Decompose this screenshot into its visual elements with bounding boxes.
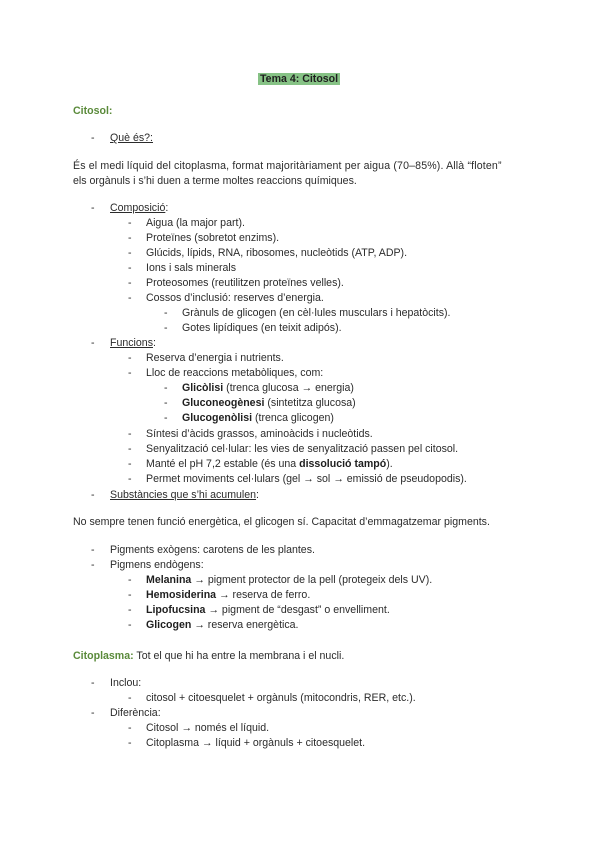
inclou-label: Inclou: [110,677,142,689]
funcio-item: Lloc de reaccions metabòliques, com: [146,367,324,379]
citosol-heading: Citosol: [73,105,113,117]
inclou-item: citosol + citoesquelet + orgànuls (mitocondris, RER, etc.). [146,692,416,704]
bullet-dash: - [91,544,95,556]
term-lipofucsina: Lipofucsina [146,604,206,616]
que-es-label: Què és?: [110,132,153,144]
term-desc: → reserva energètica. [191,619,299,631]
pigments-exogens: Pigments exògens: carotens de les plantes. [110,544,315,556]
colon: : [165,202,169,214]
colon: : [153,337,156,349]
inclusio-item: Gotes lipídiques (en teixit adipós). [182,322,342,334]
term-glucogenolisi: Glucogenòlisi [182,412,253,424]
inclusio-item: Grànuls de glicogen (en cèl·lules musculars i hepatòcits). [182,307,451,319]
metabolic-item [182,396,356,410]
composicio-heading [110,201,168,215]
bullet-dash: - [128,232,132,244]
citoplasma-heading: Citoplasma: [73,650,134,662]
term-melanina: Melanina [146,574,192,586]
composicio-item: Aigua (la major part). [146,217,245,229]
bullet-dash: - [128,473,132,485]
substancies-heading [110,488,259,502]
composicio-item: Cossos d’inclusió: reserves d’energia. [146,292,324,304]
diferencia-item: Citoplasma → líquid + orgànuls + citoesquelet. [146,737,366,749]
composicio-item: Proteosomes (reutilitzen proteïnes velles). [146,277,344,289]
bullet-dash: - [128,589,132,601]
composicio-item: Ions i sals minerals [146,262,237,274]
bullet-dash: - [128,428,132,440]
term-desc: (trenca glucosa → energia) [223,382,354,394]
bullet-dash: - [91,489,95,501]
citoplasma-text: Tot el que hi ha entre la membrana i el nucli. [133,650,345,662]
bullet-dash: - [91,559,95,571]
bullet-dash: - [128,277,132,289]
definition-line-2: els orgànuls i s’hi duen a terme moltes reaccions químiques. [73,175,357,187]
text-part: ). [386,458,393,470]
title-highlight: Tema 4: Citosol [260,73,339,85]
bullet-dash: - [128,262,132,274]
bullet-dash: - [91,202,95,214]
doc-title [258,72,340,86]
text-part: Manté el pH 7,2 estable (és una [146,458,300,470]
bullet-dash: - [164,397,168,409]
definition-line-1: És el medi líquid del citoplasma, format majoritàriament per aigua (70–85%). Allà “floten” [73,160,502,172]
bullet-dash: - [128,619,132,631]
term-desc: (sintetitza glucosa) [264,397,356,409]
diferencia-label: Diferència: [110,707,161,719]
term-desc: → pigment protector de la pell (protegeix dels UV). [191,574,433,586]
term-glicolisi: Glicòlisi [182,382,224,394]
endo-item [146,603,390,617]
funcio-item: Senyalització cel·lular: les vies de senyalització passen pel citosol. [146,443,459,455]
bullet-dash: - [128,352,132,364]
bullet-dash: - [128,247,132,259]
diferencia-item: Citosol → només el líquid. [146,722,270,734]
term-desc: → reserva de ferro. [216,589,311,601]
bullet-dash: - [91,337,95,349]
bullet-dash: - [128,692,132,704]
bullet-dash: - [128,737,132,749]
funcio-item: Reserva d’energia i nutrients. [146,352,284,364]
bullet-dash: - [128,574,132,586]
endo-item [146,588,310,602]
funcio-item: Permet moviments cel·lulars (gel → sol → emissió de pseudopodis). [146,473,467,485]
bullet-dash: - [128,217,132,229]
composicio-item: Glúcids, lípids, RNA, ribosomes, nucleòtids (ATP, ADP). [146,247,408,259]
term-dissolucio-tampo: dissolució tampó [299,458,387,470]
funcio-item: Síntesi d’àcids grassos, aminoàcids i nucleòtids. [146,428,373,440]
term-gluconeogenesi: Gluconeogènesi [182,397,265,409]
bullet-dash: - [128,443,132,455]
funcions-label: Funcions [110,337,153,349]
metabolic-item [182,381,354,395]
bullet-dash: - [128,722,132,734]
bullet-dash: - [91,677,95,689]
substancies-label: Substàncies que s’hi acumulen [110,489,257,501]
bullet-dash: - [128,367,132,379]
metabolic-item [182,411,334,425]
funcions-heading [110,336,156,350]
bullet-dash: - [164,412,168,424]
bullet-dash: - [128,458,132,470]
colon: : [256,489,259,501]
bullet-dash: - [128,292,132,304]
bullet-dash: - [164,307,168,319]
term-hemosiderina: Hemosiderina [146,589,217,601]
citoplasma-line [73,649,344,663]
term-desc: → pigment de “desgast” o envelliment. [205,604,390,616]
substancies-note: No sempre tenen funció energètica, el glicogen sí. Capacitat d’emmagatzemar pigments. [73,516,490,528]
endo-item [146,573,432,587]
term-glicogen: Glicogen [146,619,192,631]
bullet-dash: - [128,604,132,616]
bullet-dash: - [91,132,95,144]
composicio-label: Composició [110,202,166,214]
term-desc: (trenca glicogen) [252,412,334,424]
composicio-item: Proteïnes (sobretot enzims). [146,232,280,244]
bullet-dash: - [91,707,95,719]
funcio-item [146,457,393,471]
endo-item [146,618,299,632]
pigments-endogens: Pigmens endògens: [110,559,204,571]
bullet-dash: - [164,322,168,334]
bullet-dash: - [164,382,168,394]
